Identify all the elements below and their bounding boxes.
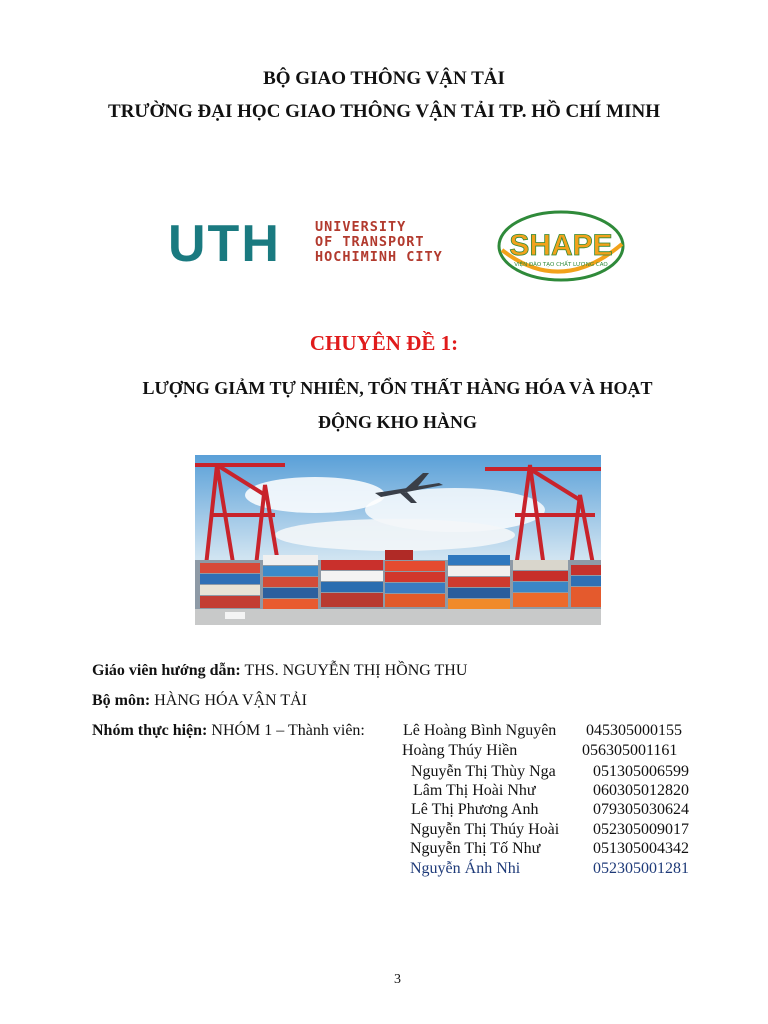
uth-logo-line: HOCHIMINH CITY (315, 249, 443, 265)
svg-text:SHAPE: SHAPE (509, 229, 613, 262)
member-name: Nguyễn Thị Tố Như (410, 840, 541, 857)
member-id: 060305012820 (593, 782, 689, 799)
department-line (92, 692, 307, 710)
topic-title-line-2: ĐỘNG KHO HÀNG (317, 412, 477, 432)
teacher-line (92, 662, 467, 680)
member-name: Nguyễn Thị Thúy Hoài (410, 821, 560, 838)
port-container-photo (195, 455, 601, 625)
university-heading: TRƯỜNG ĐẠI HỌC GIAO THÔNG VẬN TẢI TP. HỒ CHÍ MINH (108, 101, 660, 122)
member-id: 079305030624 (593, 801, 689, 818)
teacher-label: Giáo viên hướng dẫn: (92, 662, 241, 679)
uth-logo-line: UNIVERSITY (315, 219, 407, 235)
department-label: Bộ môn: (92, 692, 151, 709)
member-name: Lâm Thị Hoài Như (413, 782, 536, 799)
uth-logo-line: OF TRANSPORT (315, 234, 425, 250)
group-label: Nhóm thực hiện: (92, 722, 208, 739)
member-id: 056305001161 (582, 742, 678, 759)
page-number: 3 (394, 972, 401, 987)
shape-logo (494, 206, 628, 286)
svg-text:VIỆN ĐÀO TẠO CHẤT LƯỢNG CAO: VIỆN ĐÀO TẠO CHẤT LƯỢNG CAO (514, 262, 608, 268)
uth-logo-mark: UTH (168, 215, 281, 273)
logo-banner (168, 206, 634, 288)
topic-title-line-1: LƯỢNG GIẢM TỰ NHIÊN, TỔN THẤT HÀNG HÓA VÀ HOẠT (142, 378, 653, 398)
teacher-value: THS. NGUYỄN THỊ HỒNG THU (244, 662, 468, 679)
member-name: Lê Hoàng Bình Nguyên (403, 722, 557, 739)
uth-logo-text (315, 220, 443, 265)
member-id: 051305004342 (593, 840, 689, 857)
member-id: 051305006599 (593, 763, 689, 780)
member-id: 045305000155 (586, 722, 682, 739)
member-id: 052305001281 (593, 860, 689, 877)
member-name: Lê Thị Phương Anh (411, 801, 539, 818)
member-name: Nguyễn Thị Thùy Nga (411, 763, 556, 780)
topic-label: CHUYÊN ĐỀ 1: (309, 331, 459, 355)
member-name: Hoàng Thúy Hiền (402, 742, 518, 759)
member-id: 052305009017 (593, 821, 689, 838)
member-name: Nguyễn Ánh Nhi (410, 860, 521, 877)
group-value: NHÓM 1 – Thành viên: (211, 722, 365, 739)
ministry-heading: BỘ GIAO THÔNG VẬN TẢI (263, 68, 505, 89)
group-line (92, 722, 365, 740)
department-value: HÀNG HÓA VẬN TẢI (154, 692, 307, 709)
